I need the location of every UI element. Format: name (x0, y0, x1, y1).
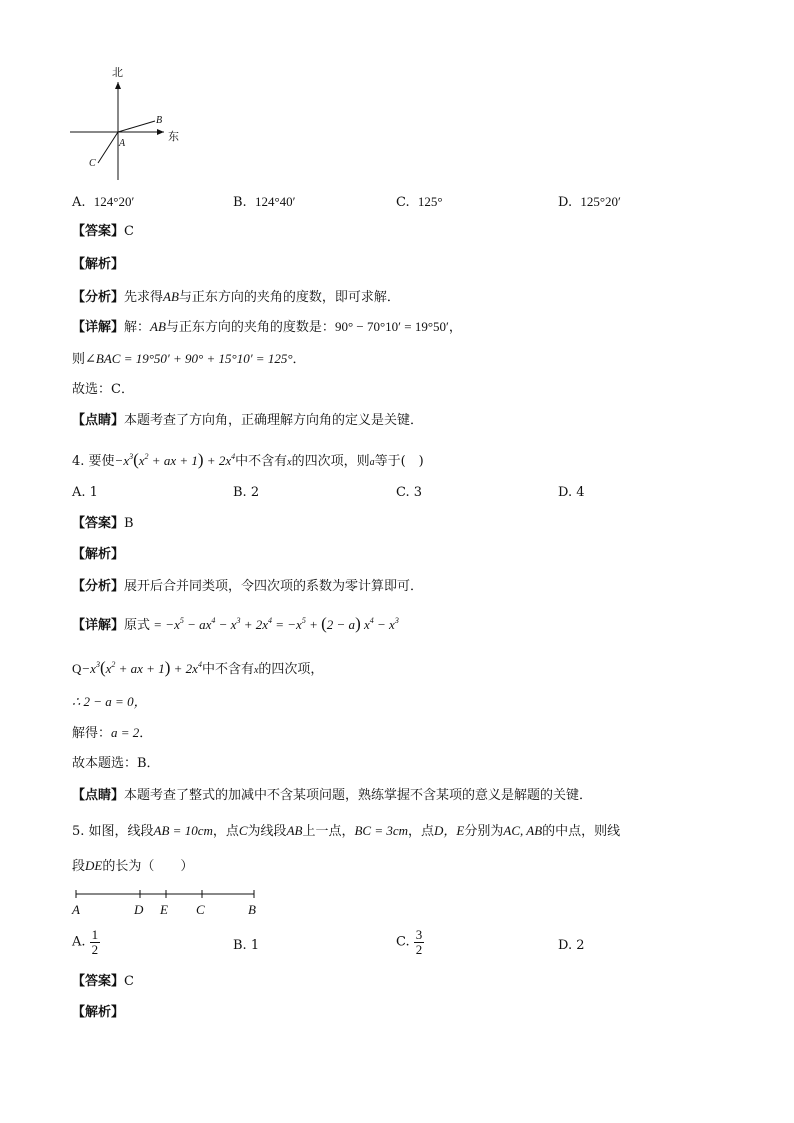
label-e: E (160, 902, 168, 917)
q4-therefore: ∴ 2 − a = 0， (72, 694, 147, 709)
q4-option-a: A. 1 (72, 485, 98, 500)
q4-jiexi-heading: 【解析】 (72, 547, 125, 562)
q3-option-c: C. 125° (396, 194, 443, 210)
q4-analysis: 【分析】展开后合并同类项，令四次项的系数为零计算即可． (72, 579, 424, 594)
q5-stem-line1: 5. 如图，线段AB = 10cm，点C为线段AB上一点，BC = 3cm，点D，E分别为AC, AB的中点，则线 (72, 823, 621, 839)
q4-detail: 【详解】原式 = $-x^5 - ax^4 - x^3 + 2x^4 = -x^5 + (2 - a) x^4 - x^3$ (72, 614, 399, 633)
q3-option-a: A. 124°20′ (72, 194, 135, 210)
point-b-label: B (156, 115, 163, 126)
q3-option-d: D. 125°20′ (558, 194, 621, 210)
q3-jiexi-heading: 【解析】 (72, 257, 125, 272)
q3-choice: 故选：C． (72, 382, 134, 397)
q3-detail: 【详解】解：AB与正东方向的夹角的度数是：90° − 70°10′ = 19°50′， (72, 319, 462, 335)
point-a-label: A (119, 138, 126, 149)
q3-detail-2: 则∠BAC = 19°50′ + 90° + 15°10′ = 125°． (72, 351, 306, 367)
q4-solve: 解得：a = 2． (72, 725, 153, 741)
q4-comment: 【点睛】本题考查了整式的加减中不含某项问题，熟练掌握不含某项的意义是解题的关键． (72, 788, 593, 803)
label-b: B (248, 902, 256, 917)
label-d: D (134, 902, 144, 917)
label-a: A (72, 902, 80, 917)
east-label: 东 (168, 131, 179, 143)
q5-option-b: B. 1 (233, 938, 260, 953)
q5-option-d: D. 2 (558, 938, 585, 953)
north-label: 北 (112, 67, 123, 79)
q5-option-a: A. $\frac{1}{2}$ (72, 927, 99, 957)
q4-choice: 故本题选：B． (72, 756, 160, 771)
ray-ab (118, 121, 155, 132)
label-c: C (196, 902, 205, 917)
q4-stem: 4. 要使$-x^3(x^2$ + ax + $1) + 2x^4$中不含有x的四次项，则a等于( ) (72, 450, 424, 469)
q4-option-b: B. 2 (233, 485, 260, 500)
q4-answer: 【答案】B (72, 516, 134, 531)
q5-answer: 【答案】C (72, 974, 134, 989)
q5-jiexi-heading: 【解析】 (72, 1005, 125, 1020)
q4-because: $Q-x^3(x^2$ + ax + $1) + 2x^4$中不含有x的四次项， (72, 658, 324, 677)
q3-answer: 【答案】C (72, 224, 134, 239)
q3-comment: 【点睛】本题考查了方向角，正确理解方向角的定义是关键． (72, 413, 424, 428)
q5-stem-line2: 段DE的长为（ ） (72, 858, 194, 874)
ray-ac (98, 132, 118, 163)
q4-option-d: D. 4 (558, 485, 585, 500)
point-c-label: C (89, 158, 96, 169)
direction-figure (60, 62, 190, 182)
q3-option-b: B. 124°40′ (233, 194, 296, 210)
segment-figure (70, 888, 270, 920)
q5-option-c: C. $\frac{3}{2}$ (396, 927, 423, 957)
q3-analysis: 【分析】先求得AB与正东方向的夹角的度数，即可求解． (72, 289, 400, 305)
q4-option-c: C. 3 (396, 485, 423, 500)
